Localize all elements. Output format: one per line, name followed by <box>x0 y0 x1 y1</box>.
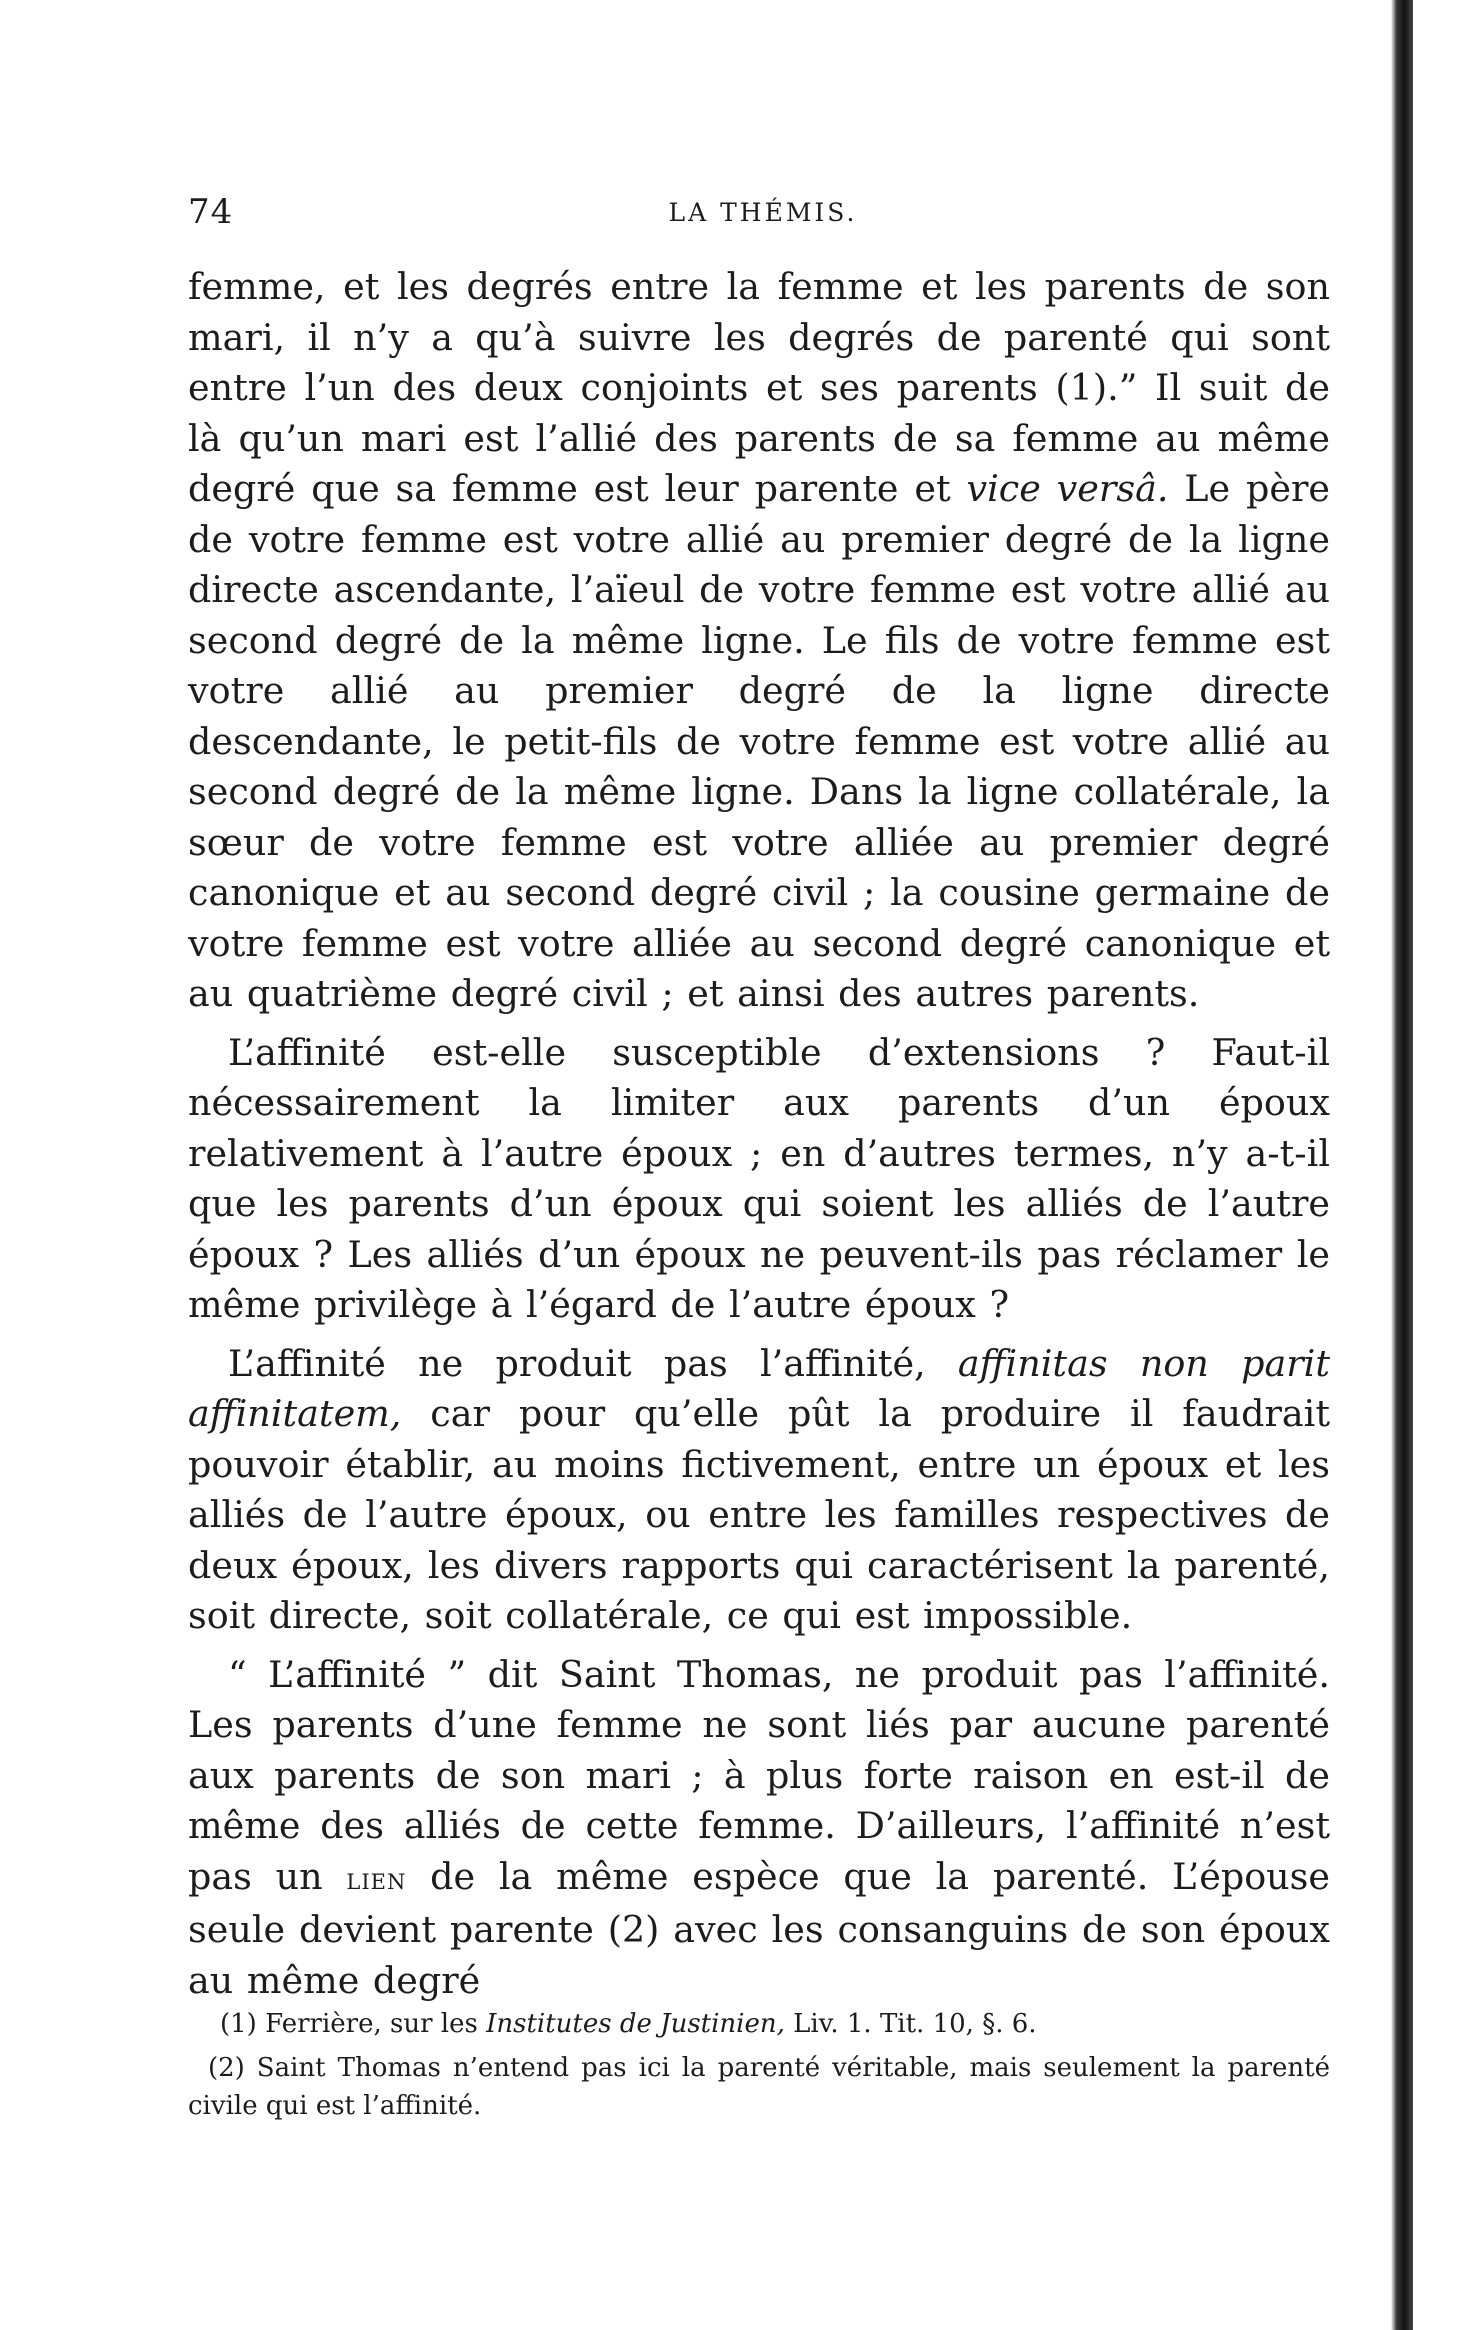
page-header <box>188 192 1338 232</box>
paragraph-3-end: car pour qu’elle pût la produire il faudrait pouvoir établir, au moins fictivement, entre un époux et les alliés de l’autre époux, ou entre les familles respectives de deux époux, les divers rapports qui caractérisent la parenté, soit directe, soit collatérale, ce qui est impossible. <box>188 1392 1330 1637</box>
footnote-1-italic: Institutes de Justinien, <box>486 2009 785 2039</box>
footnotes <box>188 2005 1330 2125</box>
paragraph-4-end: de la même espèce que la parenté. L’épouse seule devient parente (2) avec les consanguins de son époux au même degré <box>188 1854 1331 2002</box>
paragraph-1-italic: vice versâ. <box>966 467 1169 510</box>
paragraph-2: L’affinité est-elle susceptible d’extensions ? Faut-il nécessairement la limiter aux parents d’un époux relativement à l’autre époux ; en d’autres termes, n’y a-t-il que les parents d’un époux qui soient les alliés de l’autre époux ? Les alliés d’un époux ne peuvent-ils pas réclamer le même privilège à l’égard de l’autre époux ? <box>188 1030 1330 1326</box>
paragraph-1-text: femme, et les degrés entre la femme et les parents de son mari, il n’y a qu’à suivre les degrés de parenté qui sont entre l’un des deux conjoints et ses parents (1).” Il suit de là qu’un mari est l’allié des parents de sa femme au même degré que sa femme est leur parente et <box>188 265 1330 510</box>
running-title: LA THÉMIS. <box>668 198 858 227</box>
paragraph-4-text: “ L’affinité ” dit Saint Thomas, ne produit pas l’affinité. Les parents d’une femme ne sont liés par aucune parenté aux parents de son mari ; à plus forte raison en est-il de même des alliés de cette femme. D’ailleurs, l’affinité n’est pas un <box>188 1652 1330 1898</box>
footnote-1-end: Liv. 1. Tit. 10, §. 6. <box>784 2009 1037 2039</box>
page-number: 74 <box>188 192 234 232</box>
page-edge-shadow <box>1391 0 1413 2330</box>
footnote-1 <box>188 2005 1330 2043</box>
paragraph-3-italic: affinitas non parit affinitatem, <box>188 1341 1331 1435</box>
paragraph-1-end: Le père de votre femme est votre allié au premier degré de la ligne directe ascendante, l’aïeul de votre femme est votre allié au second degré de la même ligne. Le fils de votre femme est votre allié au premier degré de la ligne directe descendante, le petit-fils de votre femme est votre allié au second degré de la même ligne. Dans la ligne collatérale, la sœur de votre femme est votre alliée au premier degré canonique et au second degré civil ; la cousine germaine de votre femme est votre alliée au second degré canonique et au quatrième degré civil ; et ainsi des autres parents. <box>188 467 1330 1015</box>
paragraph-1 <box>188 262 1330 1020</box>
paragraph-4-smallcaps: lien <box>346 1861 407 1897</box>
main-text <box>188 262 1330 2006</box>
page-margin <box>1413 0 1476 2330</box>
paragraph-3-text: L’affinité ne produit pas l’affinité, <box>228 1341 958 1385</box>
paragraph-4 <box>188 1650 1330 2007</box>
footnote-2: (2) Saint Thomas n’entend pas ici la parenté véritable, mais seulement la parenté civile qui est l’affinité. <box>188 2053 1330 2121</box>
paragraph-3 <box>188 1339 1330 1642</box>
footnote-1-text: (1) Ferrière, sur les <box>220 2009 487 2039</box>
